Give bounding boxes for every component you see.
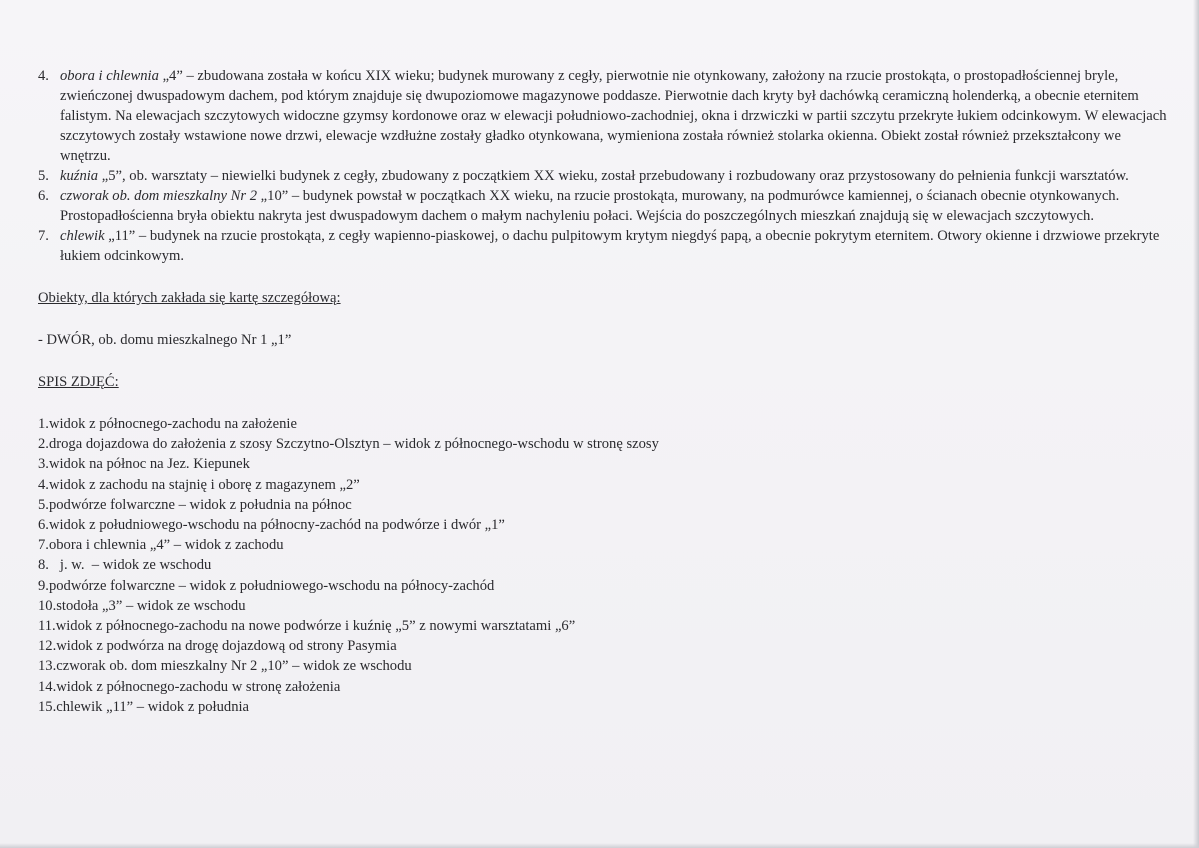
object-description: „10” – budynek powstał w początkach XX wieku, na rzucie prostokąta, murowany, na podmurówce kamiennej, o ścianach obecnie otynkowanych. Prostopadłościenna bryła obiektu nakryta jest dwuspadowym dachem o małym nachyleniu połaci. Wejścia do poszczególnych mieszkań znajdują się w elewacjach szczytowych. [60,188,1120,224]
document-content [38,66,1168,717]
detail-card-item: - DWÓR, ob. domu mieszkalnego Nr 1 „1” [38,332,292,348]
object-number: 5. [38,168,49,184]
photo-list-item: 13.czworak ob. dom mieszkalny Nr 2 „10” – widok ze wschodu [38,658,412,675]
scan-edge [1193,0,1199,848]
photo-list-item: 3.widok na północ na Jez. Kiepunek [38,456,250,473]
detail-card-heading: Obiekty, dla których zakłada się kartę szczegółową: [38,290,341,306]
photo-list-item: 4.widok z zachodu na stajnię i oborę z magazynem „2” [38,476,360,493]
photo-list-heading: SPIS ZDJĘĆ: [38,374,119,390]
object-name: kuźnia [60,168,99,184]
object-item [38,166,1168,186]
object-item [38,66,1168,166]
photo-list-item: 10.stodoła „3” – widok ze wschodu [38,597,246,614]
object-description: „11” – budynek na rzucie prostokąta, z cegły wapienno-piaskowej, o dachu pulpitowym krytym niegdyś papą, a obecnie pokrytym eternitem. Otwory okienne i drzwiowe przekryte łukiem odcinkowym. [60,228,1160,264]
object-name: chlewik [60,228,105,244]
photo-list-item: 1.widok z północnego-zachodu na założenie [38,416,297,432]
photo-list-item: 12.widok z podwórza na drogę dojazdową od strony Pasymia [38,638,397,655]
object-list [38,66,1168,266]
object-description: „4” – zbudowana została w końcu XIX wieku; budynek murowany z cegły, pierwotnie nie otynkowany, założony na rzucie prostokąta, o prostopadłościennej bryle, zwieńczonej dwuspadowym dachem, pod którym znajduje się dwupoziomowe magazynowe poddasze. Pierwotnie dach kryty był dachówką ceramiczną holenderką, a obecnie eternitem falistym. Na elewacjach szczytowych widoczne gzymsy kordonowe oraz w elewacji południowo-zachodniej, okna i drzwiczki w partii szczytu przekryte łukiem odcinkowym. W elewacjach szczytowych zostały wstawione nowe drzwi, elewacje wzdłużne zostały gładko otynkowana, wymieniona została również stolarka okienna. Obiekt został również przekształcony we wnętrzu. [60,68,1167,164]
spacer [38,350,1168,372]
object-number: 6. [38,188,49,204]
photo-list-item: 8. j. w. – widok ze wschodu [38,557,212,574]
object-item [38,226,1168,266]
photo-list-item: 7.obora i chlewnia „4” – widok z zachodu [38,537,284,554]
object-name: czworak ob. dom mieszkalny Nr 2 [60,188,258,204]
photo-list-item: 11.widok z północnego-zachodu na nowe podwórze i kuźnię „5” z nowymi warsztatami „6” [38,618,576,635]
photo-list-item: 14.widok z północnego-zachodu w stronę założenia [38,678,341,695]
photo-list [38,414,1168,717]
object-number: 4. [38,68,49,84]
photo-list-item: 15.chlewik „11” – widok z południa [38,698,250,715]
spacer [38,266,1168,288]
object-item [38,186,1168,226]
photo-list-item: 9.podwórze folwarczne – widok z południowego-wschodu na północy-zachód [38,577,495,594]
photo-list-item: 2.droga dojazdowa do założenia z szosy Szczytno-Olsztyn – widok z północnego-wschodu w stronę szosy [38,436,659,453]
object-description: „5”, ob. warsztaty – niewielki budynek z cegły, zbudowany z początkiem XX wieku, został przebudowany i rozbudowany oraz przystosowany do pełnienia funkcji warsztatów. [98,168,1129,184]
object-name: obora i chlewnia [60,68,159,84]
object-number: 7. [38,228,49,244]
spacer [38,392,1168,414]
photo-list-item: 6.widok z południowego-wschodu na północny-zachód na podwórze i dwór „1” [38,517,505,534]
spacer [38,308,1168,330]
scan-edge [0,843,1199,848]
photo-list-item: 5.podwórze folwarczne – widok z południa na północ [38,496,352,513]
